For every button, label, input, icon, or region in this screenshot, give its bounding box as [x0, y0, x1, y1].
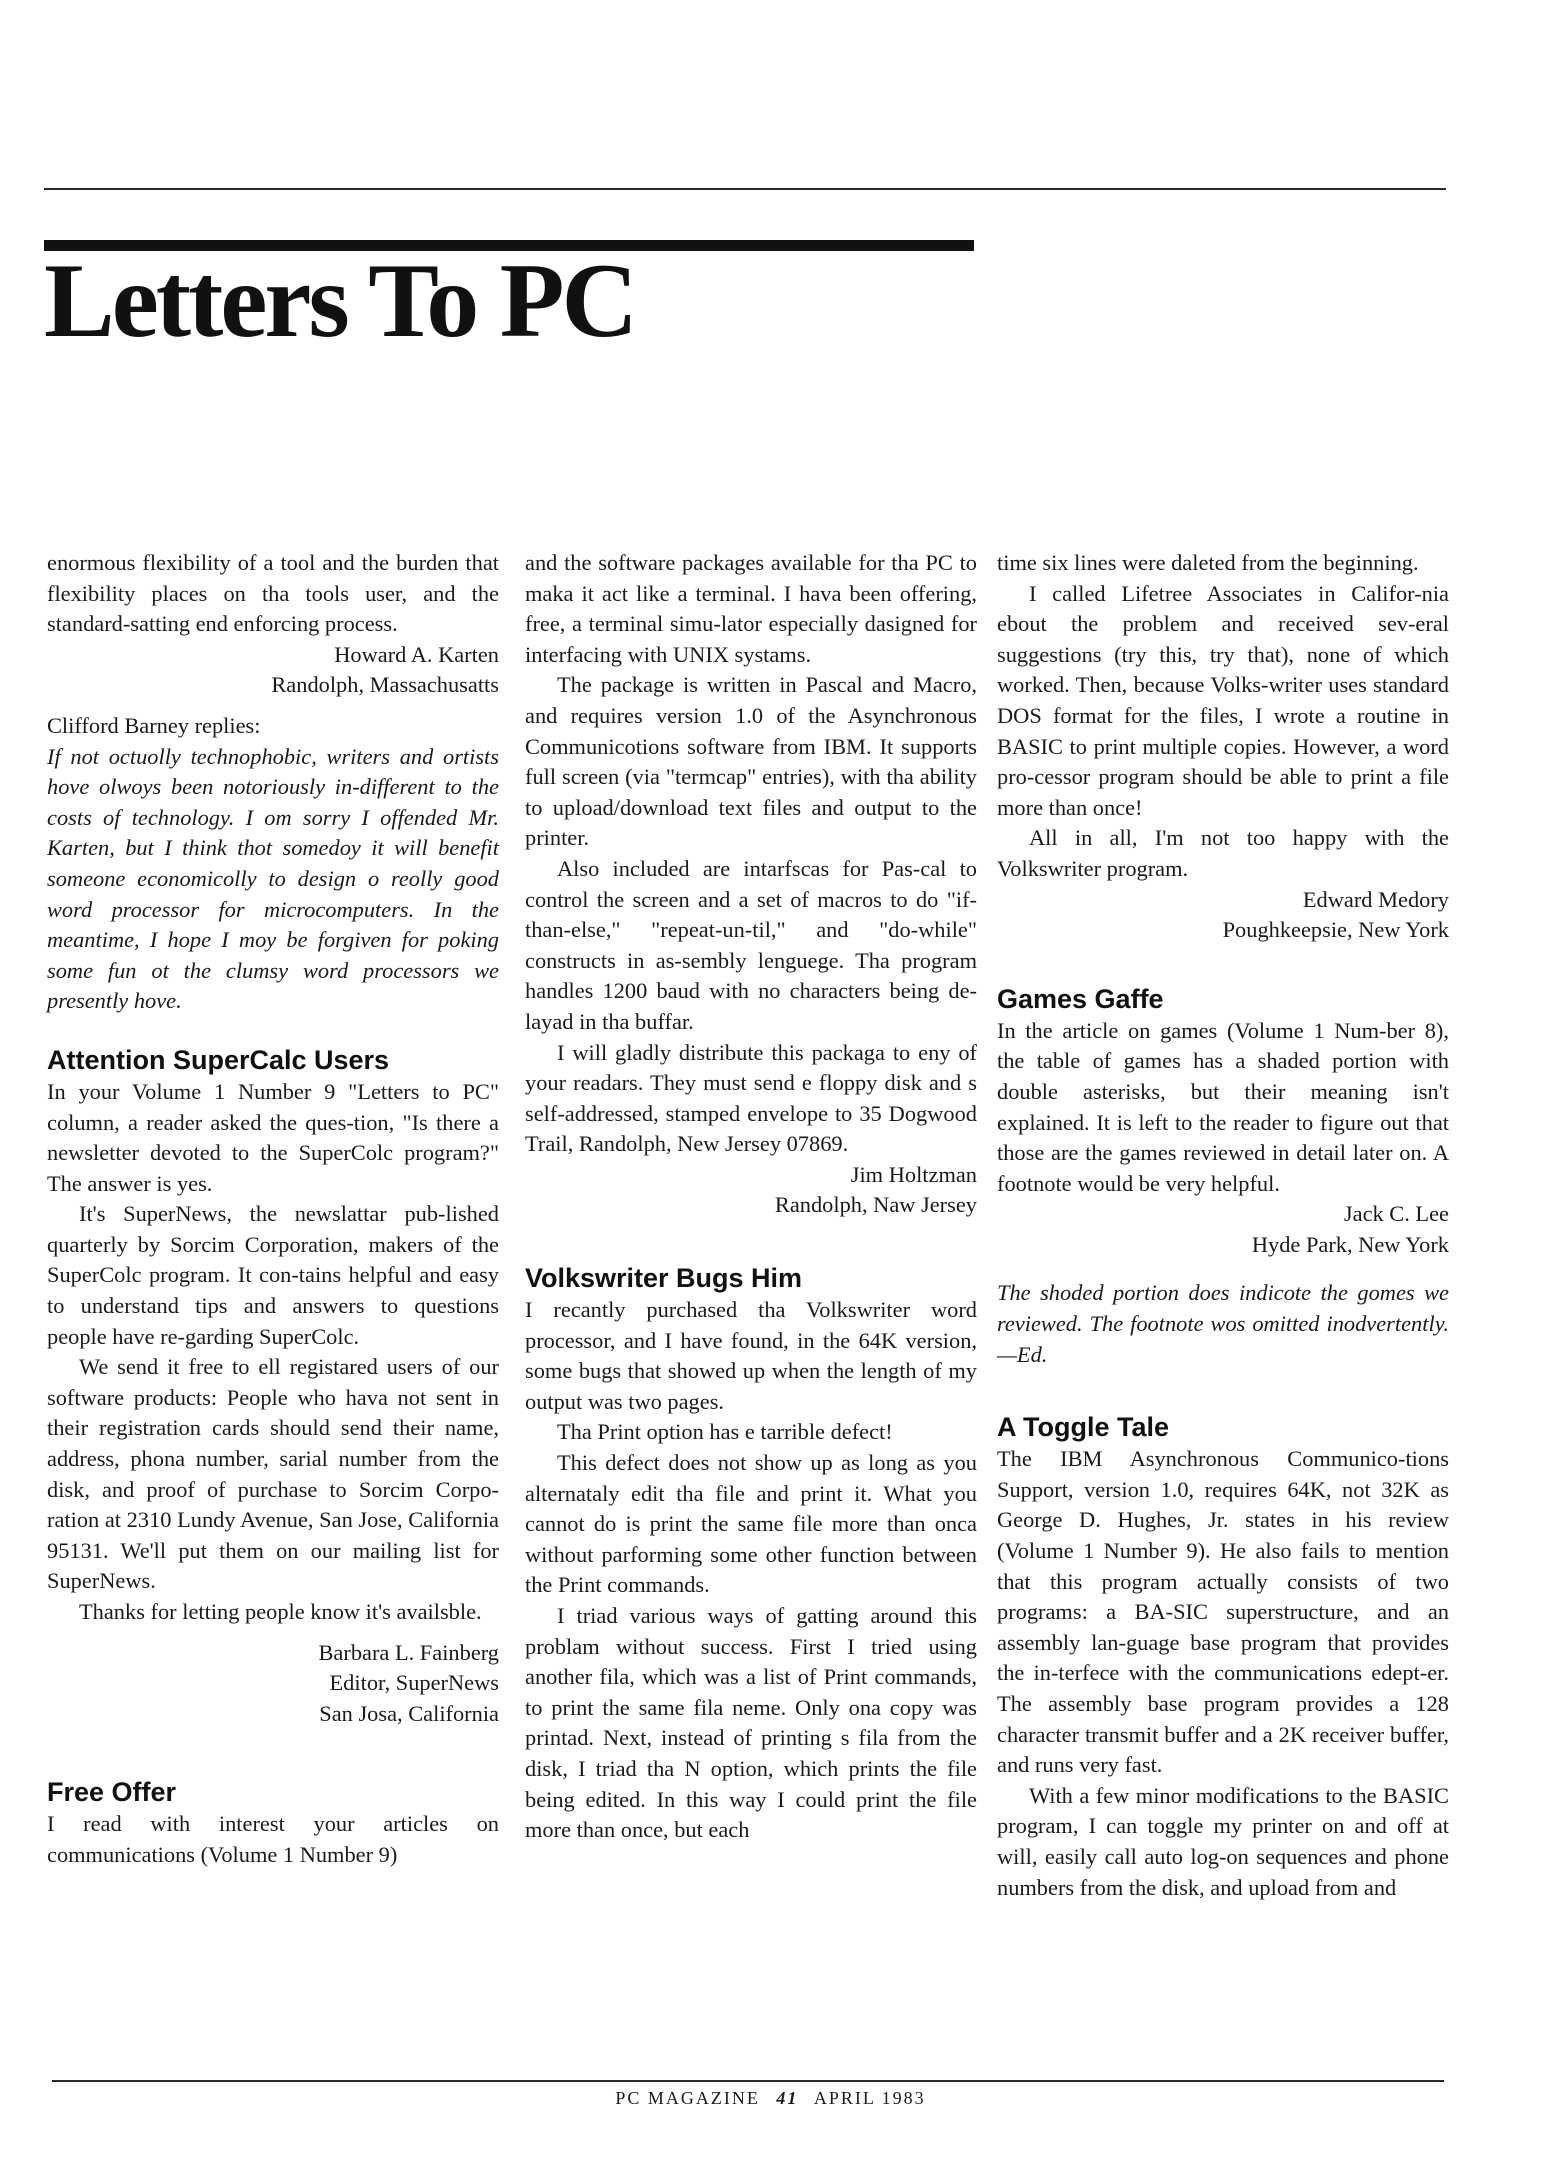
paragraph: Thanks for letting people know it's availsble. — [79, 1599, 482, 1624]
signature-location: Randolph, Naw Jersey — [774, 1192, 977, 1218]
footer-date: APRIL 1983 — [813, 2088, 926, 2108]
signature-name: Barbara L. Fainberg — [318, 1639, 499, 1665]
signature-location: San Josa, California — [319, 1700, 499, 1726]
section-heading: Games Gaffe — [997, 983, 1164, 1014]
signature — [525, 1160, 977, 1221]
signature-location: Poughkeepsie, New York — [1222, 917, 1449, 943]
section-heading: Free Offer — [47, 1777, 177, 1808]
signature — [997, 885, 1449, 946]
column-2 — [525, 548, 977, 1846]
page-footer — [0, 2088, 1541, 2109]
paragraph: We send it free to ell registared users of our software products: People who hava not sent in their registration cards should send their name, address, phona number, sarial number from the disk, and proof of purchase to Sorcim Corpo-ration at 2310 Lundy Avenue, San Jose, California 95131. We'll put them on our mailing list for SuperNews. — [47, 1354, 499, 1594]
paragraph: I will gladly distribute this packaga to eny of your readars. They must send e floppy disk and s self-addressed, stamped envelope to 35 Dogwood Trail, Randolph, New Jersey 07869. — [525, 1039, 977, 1157]
paragraph: With a few minor modifications to the BASIC program, I can toggle my printer on and off at will, easily call auto log-on sequences and phone numbers from the disk, and upload from and — [997, 1782, 1449, 1900]
signature — [47, 1638, 499, 1730]
paragraph: This defect does not show up as long as you alternataly edit tha file and print it. What you cannot do is print the same file more than onca without parforming some other function between the Print commands. — [525, 1450, 977, 1598]
reply-text: If not octuolly technophobic, writers and ortists hove olwoys been notoriously in-different to the costs of technology. I om sorry I offended Mr. Karten, but I think thot somedoy it will benefit someone economicolly to design o reolly good word processor for microcomputers. In the meantime, I hope I moy be forgiven for poking some fun ot the clumsy word processors we presently hove. — [47, 743, 499, 1014]
paragraph: In your Volume 1 Number 9 "Letters to PC" column, a reader asked the ques-tion, "Is there a newsletter devoted to the SuperColc program?" The answer is yes. — [47, 1078, 499, 1196]
top-rule — [44, 188, 1446, 190]
signature-name: Howard A. Karten — [334, 641, 499, 667]
paragraph: I triad various ways of gatting around this problam without success. First I tried using another fila, which was a list of Print commands, to print the same fila neme. Only ona copy was printad. Next, instead of printing s fila from the disk, I triad tha N option, which prints the file being edited. In this way I could print the file more than once, but each — [525, 1603, 977, 1843]
signature — [997, 1199, 1449, 1260]
footer-page-number: 41 — [776, 2088, 799, 2108]
paragraph: It's SuperNews, the newslattar pub-lished quarterly by Sorcim Corporation, makers of the SuperColc program. It con-tains helpful and easy to understand tips and answers to questions people have re-garding SuperColc. — [47, 1201, 499, 1349]
paragraph: time six lines were daleted from the beginning. — [997, 550, 1419, 575]
signature — [47, 640, 499, 701]
paragraph: I read with interest your articles on communications (Volume 1 Number 9) — [47, 1811, 499, 1867]
reply-label: Clifford Barney replies: — [47, 712, 261, 738]
paragraph: and the software packages available for tha PC to maka it act like a terminal. I hava been offering, free, a terminal simu-lator especially dasigned for interfacing with UNIX systams. — [525, 550, 977, 667]
paragraph: The package is written in Pascal and Macro, and requires version 1.0 of the Asynchronous Communicotions software from IBM. It supports full screen (via "termcap" entries), with tha ability to upload/download text files and output to the printer. — [525, 672, 977, 851]
bottom-rule — [52, 2080, 1444, 2082]
signature-title: Editor, SuperNews — [329, 1670, 499, 1696]
signature-name: Jack C. Lee — [1343, 1201, 1449, 1227]
editor-note: The shoded portion does indicote the gomes we reviewed. The footnote wos omitted inodvertently.—Ed. — [997, 1280, 1449, 1367]
paragraph: enormous flexibility of a tool and the burden that flexibility places on tha tools user, and the standard-satting end enforcing process. — [47, 550, 499, 637]
column-3 — [997, 548, 1449, 1903]
paragraph: Tha Print option has e tarrible defect! — [557, 1419, 893, 1445]
section-heading: Volkswriter Bugs Him — [525, 1263, 803, 1294]
signature-name: Edward Medory — [1302, 886, 1449, 912]
paragraph: Also included are intarfscas for Pas-cal to control the screen and a set of macros to do "if-than-else," "repeat-un-til," and "do-while" constructs in as-sembly lenguege. Tha program handles 1200 baud with no characters being de-layad in tha buffar. — [525, 855, 977, 1034]
paragraph: The IBM Asynchronous Communico-tions Support, version 1.0, requires 64K, not 32K as George D. Hughes, Jr. states in his review (Volume 1 Number 9). He also fails to mention that this program actually consists of two programs: a BA-SIC superstructure, and an assembly lan-guage base program that provides the in-terfece with the communications edept-er. The assembly base program provides a 128 character transmit buffer and a 2K receiver buffer, and runs very fast. — [997, 1446, 1449, 1778]
section-heading: A Toggle Tale — [997, 1412, 1170, 1443]
paragraph: In the article on games (Volume 1 Num-ber 8), the table of games has a shaded portion with double asterisks, but their meaning isn't explained. It is left to the reader to figure out that those are the games reviewed in detail later on. A footnote would be very helpful. — [997, 1017, 1449, 1196]
paragraph: All in all, I'm not too happy with the Volkswriter program. — [997, 825, 1449, 881]
signature-location: Hyde Park, New York — [1251, 1231, 1449, 1257]
column-1 — [47, 548, 499, 1871]
signature-name: Jim Holtzman — [850, 1161, 977, 1187]
paragraph: I called Lifetree Associates in Califor-nia ebout the problem and received sev-eral suggestions (try this, try that), none of which worked. Then, because Volks-writer uses standard DOS format for the files, I wrote a routine in BASIC to print multiple copies. However, a word pro-cessor program should be able to print a file more than once! — [997, 580, 1449, 820]
page-title: Letters To PC — [44, 242, 636, 359]
section-heading: Attention SuperCalc Users — [47, 1044, 390, 1075]
footer-magazine: PC MAGAZINE — [615, 2088, 760, 2108]
paragraph: I recantly purchased tha Volkswriter word processor, and I have found, in the 64K version, some bugs that showed up when the length of my output was two pages. — [525, 1297, 977, 1414]
signature-location: Randolph, Massachusatts — [271, 672, 499, 698]
